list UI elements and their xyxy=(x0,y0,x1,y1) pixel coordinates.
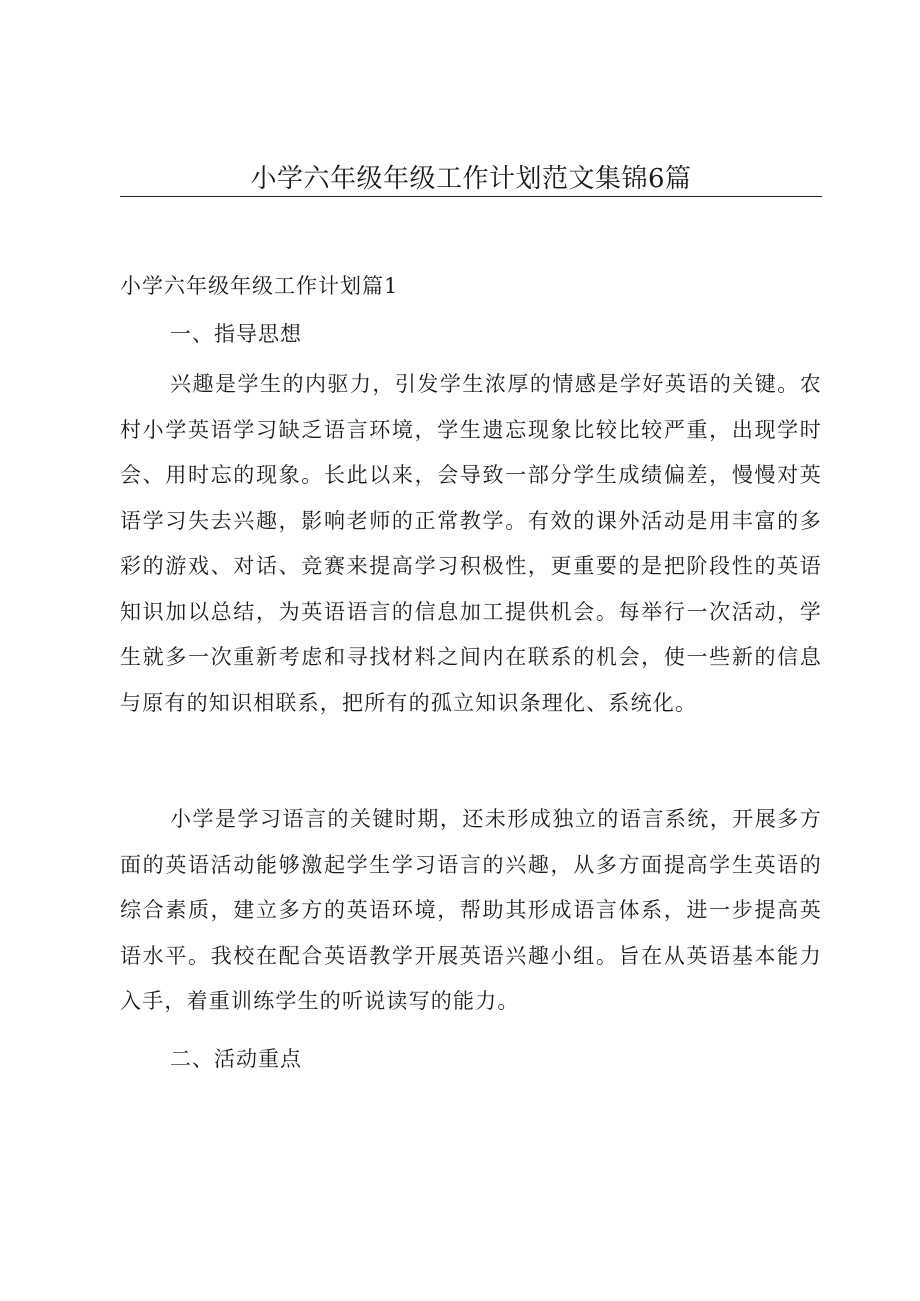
section-heading-guiding-ideology: 一、指导思想 xyxy=(170,322,302,346)
body-paragraph: 小学是学习语言的关键时期，还未形成独立的语言系统，开展多方面的英语活动能够激起学生学习语言的兴趣，从多方面提高学生英语的综合素质，建立多方的英语环境，帮助其形成语言体系，进一步提高英语水平。我校在配合英语教学开展英语兴趣小组。旨在从英语基本能力入手，着重训练学生的听说读写的能力。 xyxy=(120,807,822,1013)
section-heading-activity-focus: 二、活动重点 xyxy=(170,1047,302,1071)
title-underline xyxy=(120,196,822,197)
body-paragraph: 兴趣是学生的内驱力，引发学生浓厚的情感是学好英语的关键。农村小学英语学习缺乏语言环境，学生遗忘现象比较比较严重，出现学时会、用时忘的现象。长此以来，会导致一部分学生成绩偏差，慢慢对英语学习失去兴趣，影响老师的正常教学。有效的课外活动是用丰富的多彩的游戏、对话、竞赛来提高学习积极性，更重要的是把阶段性的英语知识加以总结，为英语语言的信息加工提供机会。每举行一次活动，学生就多一次重新考虑和寻找材料之间内在联系的机会，使一些新的信息与原有的知识相联系，把所有的孤立知识条理化、系统化。 xyxy=(120,372,822,715)
article-heading: 小学六年级年级工作计划篇1 xyxy=(120,274,399,298)
document-title: 小学六年级年级工作计划范文集锦6篇 xyxy=(250,164,692,194)
